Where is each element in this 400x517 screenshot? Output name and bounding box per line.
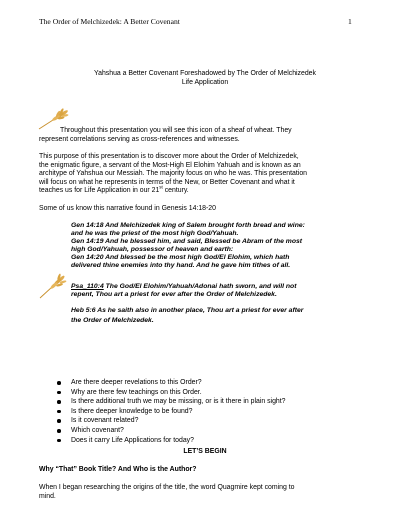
running-header-title: The Order of Melchizedek: A Better Covenant [39, 17, 180, 26]
purpose-line2: the enigmatic figure, a servant of the Most-High El Elohim Yahuah and is known as an [39, 161, 301, 169]
bullet-icon [57, 381, 61, 385]
hebrews-5-6-line1: Heb 5:6 As he saith also in another place, Thou art a priest for ever after [71, 307, 304, 314]
list-item: Is there additional truth we may be missing, or is it there in plain sight? [57, 397, 285, 407]
purpose-line4: will focus on what he represents in terms of the New, or Better Covenant and what it [39, 178, 295, 186]
narrative-intro: Some of us know this narrative found in Genesis 14:18-20 [39, 205, 216, 212]
gen-14-18-line2: and he was the priest of the most high God/Yahuah. [71, 230, 239, 237]
list-item: Is there deeper knowledge to be found? [57, 407, 285, 417]
icon-explanation-line2: represent correlations serving as cross-references and witnesses. [39, 135, 240, 143]
closing-line1: When I began researching the origins of the title, the word Quagmire kept coming to [39, 484, 295, 491]
gen-14-19-line1: Gen 14:19 And he blessed him, and said, Blessed be Abram of the most [71, 238, 303, 245]
list-item: Which covenant? [57, 426, 285, 436]
wheat-sheaf-icon [38, 273, 70, 299]
list-item: Is it covenant related? [57, 416, 285, 426]
bullet-icon [57, 400, 61, 404]
purpose-line1: This purpose of this presentation is to discover more about the Order of Melchizedek, [39, 153, 299, 160]
bullet-icon [57, 419, 61, 423]
document-subtitle: Life Application [181, 78, 229, 86]
purpose-line5: teaches us for Life Application in our 21st century. [39, 184, 189, 194]
psalm-110-4-line1: Psa_110:4 The God/El Elohim/Yahuah/Adonai hath sworn, and will not [71, 283, 297, 290]
psalm-reference: Psa_110:4 [71, 283, 104, 290]
bullet-icon [57, 429, 61, 433]
closing-line2: mind. [39, 492, 56, 500]
list-item: Does it carry Life Applications for today? [57, 436, 285, 446]
list-item: Why are there few teachings on this Order. [57, 388, 285, 398]
list-item: Are there deeper revelations to this Order? [57, 378, 285, 388]
purpose-line3: architype of Yahshua our Messiah. The majority focus on who he was. This presentation [39, 170, 307, 177]
gen-14-18-line1: Gen 14:18 And Melchizedek king of Salem brought forth bread and wine: [71, 222, 305, 229]
gen-14-20-line1: Gen 14:20 And blessed be the most high God/El Elohim, which hath [71, 254, 290, 261]
gen-14-19-line2: high God/Yahuah, possessor of heaven and earth: [71, 246, 234, 253]
document-title: Yahshua a Better Covenant Foreshadowed by The Order of Melchizedek [94, 70, 316, 77]
bullet-icon [57, 410, 61, 414]
lets-begin-heading: LET’S BEGIN [183, 448, 227, 455]
page-number: 1 [348, 17, 352, 26]
psalm-110-4-line2: repent, Thou art a priest for ever after the Order of Melchizedek. [71, 291, 277, 298]
hebrews-5-6-line2: the Order of Melchizedek. [71, 317, 154, 324]
icon-explanation-line1: Throughout this presentation you will see this icon of a sheaf of wheat. They [60, 127, 292, 134]
gen-14-20-line2: delivered thine enemies into thy hand. And he gave him tithes of all. [71, 262, 291, 269]
section-heading: Why “That” Book Title? And Who is the Author? [39, 466, 197, 473]
question-list [57, 378, 285, 445]
bullet-icon [57, 439, 61, 443]
bullet-icon [57, 391, 61, 395]
